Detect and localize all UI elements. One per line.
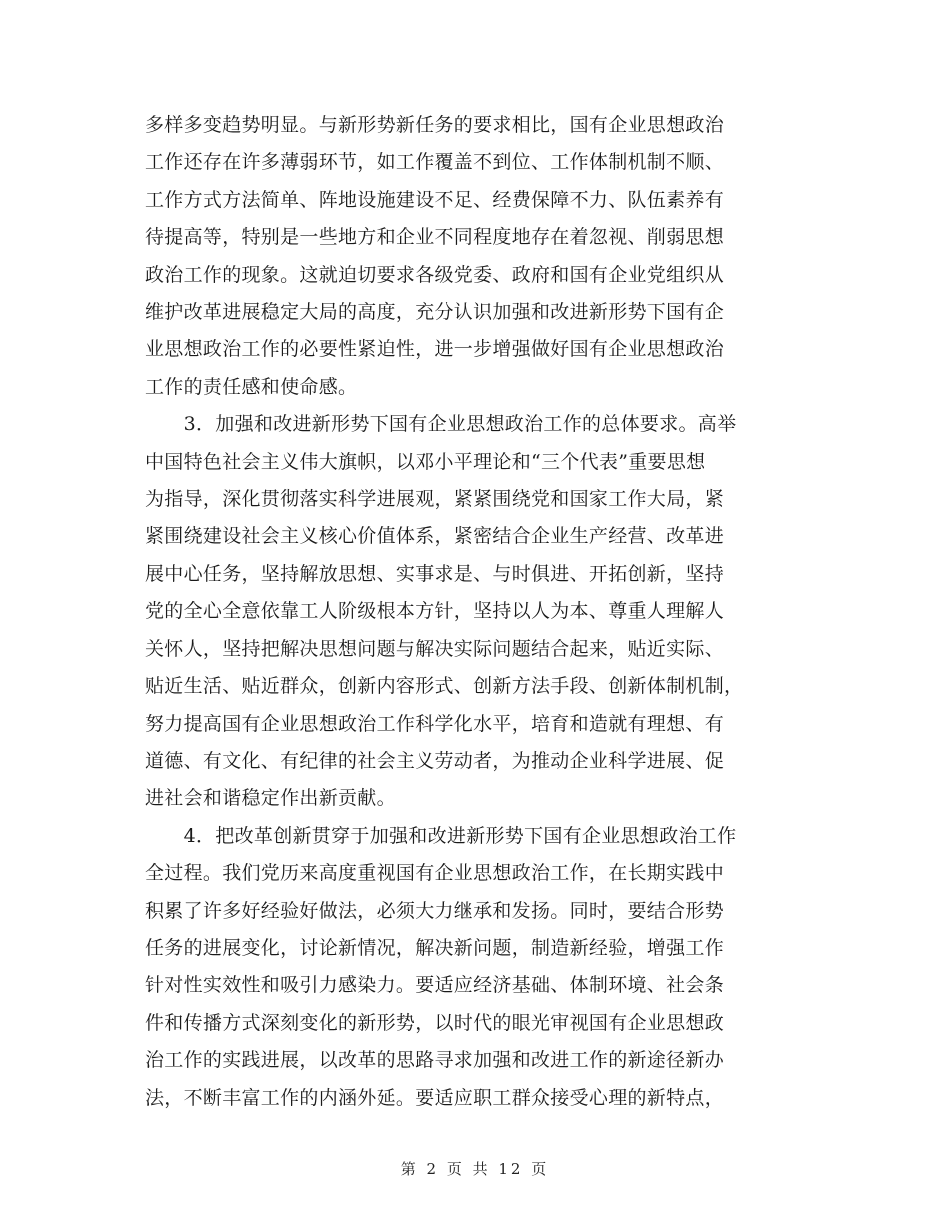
paragraph-section-3: 3．加强和改进新形势下国有企业思想政治工作的总体要求。高举 中国特色社会主义伟大旗帜，以邓小平理论和“三个代表”重要思想 为指导，深化贯彻落实科学进展观，紧紧围绕党和国家工作大局，紧 紧围绕建设社会主义核心价值体系，紧密结合企业生产经营、改革进 展中心任务，坚持解放思想、实事求是、与时俱进、开拓创新，坚持 党的全心全意依靠工人阶级根本方针，坚持以人为本、尊重人理解人 关怀人，坚持把解决思想问题与解决实际问题结合起来，贴近实际、 贴近生活、贴近群众，创新内容形式、创新方法手段、创新体制机制， 努力提高国有企业思想政治工作科学化水平，培育和造就有理想、有 道德、有文化、有纪律的社会主义劳动者，为推动企业科学进展、促 进社会和谐稳定作出新贡献。 bbox=[145, 413, 744, 810]
paragraph-section-4: 4．把改革创新贯穿于加强和改进新形势下国有企业思想政治工作 全过程。我们党历来高度重视国有企业思想政治工作，在长期实践中 积累了许多好经验好做法，必须大力继承和发扬。同时，要结合形势 任务的进展变化，讨论新情况，解决新问题，制造新经验，增强工作 针对性实效性和吸引力感染力。要适应经济基础、体制环境、社会条 件和传播方式深刻变化的新形势，以时代的眼光审视国有企业思想政 治工作的实践进展，以改革的思路寻求加强和改进工作的新途径新办 法，不断丰富工作的内涵外延。要适应职工群众接受心理的新特点， bbox=[145, 824, 737, 1109]
page-footer: 第 2 页 共 12 页 bbox=[400, 1160, 550, 1178]
paragraph-continuation: 多样多变趋势明显。与新形势新任务的要求相比，国有企业思想政治 工作还存在许多薄弱环节，如工作覆盖不到位、工作体制机制不顺、 工作方式方法简单、阵地设施建设不足、经费保障不力、队伍素养有 待提高等，特别是一些地方和企业不同程度地存在着忽视、削弱思想 政治工作的现象。这就迫切要求各级党委、政府和国有企业党组织从 维护改革进展稳定大局的高度，充分认识加强和改进新形势下国有企 业思想政治工作的必要性紧迫性，进一步增强做好国有企业思想政治 工作的责任感和使命感。 bbox=[145, 114, 725, 398]
document-body bbox=[145, 107, 810, 1117]
